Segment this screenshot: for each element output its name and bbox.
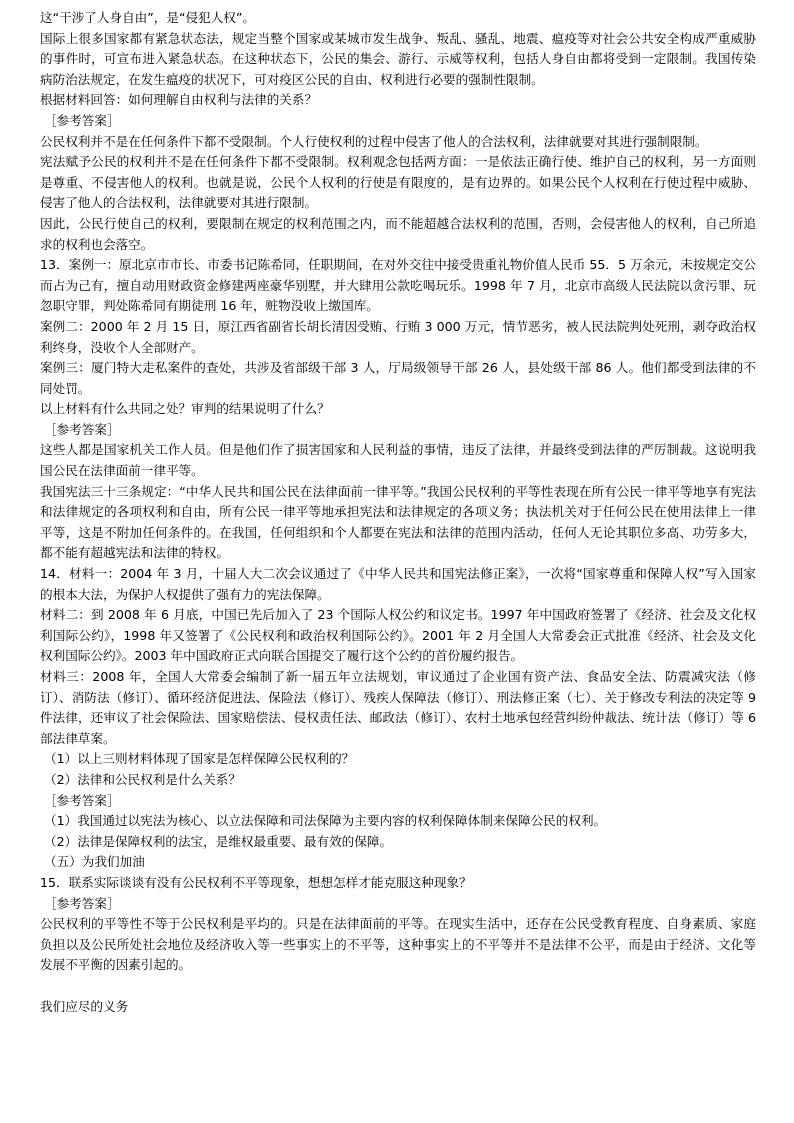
question-12: 根据材料回答：如何理解自由权利与法律的关系？ (40, 92, 318, 108)
answer-paragraph: 因此，公民行使自己的权利，要限制在规定的权利范围之内，而不能超越合法权利的范围，否则，会侵害他人的权利，自己所追求的权利也会落空。 (40, 215, 756, 252)
question-15: 15．联系实际谈谈有没有公民权利不平等现象，想想怎样才能克服这种现象？ (40, 874, 472, 890)
answer-paragraph: 公民权利并不是在任何条件下都不受限制。个人行使权利的过程中侵害了他人的合法权利，法律就要对其进行强制限制。 (40, 133, 708, 149)
answer-paragraph: 这些人都是国家机关工作人员。但是他们作了损害国家和人民利益的事情，违反了法律，并最终受到法律的严厉制裁。这说明我国公民在法律面前一律平等。 (40, 442, 756, 479)
answer-paragraph: 公民权利的平等性不等于公民权利是平均的。只是在法律面前的平等。在现实生活中，还存在公民受教育程度、自身素质、家庭负担以及公民所处社会地位及经济收入等一些事实上的不平等，这种事实上的不平等并不是法律不公平，而是由于经济、文化等发展不平衡的因素引起的。 (40, 916, 756, 973)
answer-paragraph: 我国宪法三十三条规定：“中华人民共和国公民在法律面前一律平等。”我国公民权利的平等性表现在所有公民一律平等地享有宪法和法律规定的各项权利和自由，所有公民一律平等地承担宪法和法律规定的各项义务；执法机关对于任何公民在使用法律上一律平等，这是不附加任何条件的。在我国，任何组织和个人都要在宪法和法律的范围内活动，任何人无论其职位多高、功劳多大，都不能有超越宪法和法律的特权。 (40, 483, 756, 561)
paragraph-continuation: 这“干涉了人身自由”，是“侵犯人权”。 (40, 10, 256, 25)
sub-question-1: （1）以上三则材料体现了国家是怎样保障公民权利的？ (44, 751, 355, 767)
answer-label: ［参考答案］ (44, 112, 120, 128)
case-one-paragraph: 13．案例一：原北京市市长、市委书记陈希同，任职期间，在对外交往中接受贵重礼物价值人民币 55．5 万余元，未按规定交公而占为己有，擅自动用财政资金修建两座豪华别墅，并大肆用公款吃喝玩乐。1998 年 7 月，北京市高级人民法院以贪污罪、玩忽职守罪，判处陈希同有期徒刑 16 年，赃物没收上缴国库。 (40, 257, 756, 314)
section-heading: （五）为我们加油 (44, 854, 145, 870)
paragraph-emergency-law: 国际上很多国家都有紧急状态法，规定当整个国家或某城市发生战争、叛乱、骚乱、地震、瘟疫等对社会公共安全构成严重威胁的事件时，可宣布进入紧急状态。在这种状态下，公民的集会、游行、示威等权利，包括人身自由都将受到一定限制。我国传染病防治法规定，在发生瘟疫的状况下，可对疫区公民的自由、权利进行必要的强制性限制。 (40, 30, 756, 87)
answer-label: ［参考答案］ (44, 792, 120, 808)
material-one-paragraph: 14．材料一：2004 年 3 月，十届人大二次会议通过了《中华人民共和国宪法修正案》，一次将“国家尊重和保障人权”写入国家的根本大法，为保护人权提供了强有力的宪法保障。 (40, 566, 756, 602)
material-three-paragraph: 材料三：2008 年，全国人大常委会编制了新一届五年立法规划，审议通过了企业国有资产法、食品安全法、防震减灾法（修订）、消防法（修订）、循环经济促进法、保险法（修订）、残疾人保障法（修订）、刑法修正案（七）、关于修改专利法的决定等 9 件法律，还审议了社会保险法、国家赔偿法、侵权责任法、邮政法（修订）、农村土地承包经营纠纷仲裁法、统计法（修订）等 6 部法律草案。 (40, 669, 756, 746)
answer-paragraph: 宪法赋予公民的权利并不是在任何条件下都不受限制。权利观念包括两方面：一是依法正确行使、维护自己的权利，另一方面则是尊重、不侵害他人的权利。也就是说，公民个人权利的行使是有限度的，是有边界的。如果公民个人权利在行使过程中威胁、侵害了他人的合法权利，法律就要对其进行限制。 (40, 154, 756, 211)
sub-question-2: （2）法律和公民权利是什么关系？ (44, 771, 241, 787)
case-three-paragraph: 案例三：厦门特大走私案件的查处，共涉及省部级干部 3 人，厅局级领导干部 26 人，县处级干部 86 人。他们都受到法律的不同处罚。 (40, 360, 756, 396)
document-page (40, 8, 756, 1017)
answer-item-1: （1）我国通过以宪法为核心、以立法保障和司法保障为主要内容的权利保障体制来保障公民的权利。 (44, 813, 607, 829)
blank-line (40, 976, 756, 997)
case-two-paragraph: 案例二：2000 年 2 月 15 日，原江西省副省长胡长清因受贿、行贿 3 000 万元，情节恶劣，被人民法院判处死刑，剥夺政治权利终身，没收个人全部财产。 (40, 318, 756, 355)
answer-label: ［参考答案］ (44, 421, 120, 437)
material-two-paragraph: 材料二：到 2008 年 6 月底，中国已先后加入了 23 个国际人权公约和议定书。1997 年中国政府签署了《经济、社会及文化权利国际公约》，1998 年又签署了《公民权利和政治权利国际公约》。2001 年 2 月全国人大常委会正式批准《经济、社会及文化权利国际公约》。2003 年中国政府正式向联合国提交了履行这个公约的首份履约报告。 (40, 607, 756, 664)
answer-label: ［参考答案］ (44, 895, 120, 911)
question-13: 以上材料有什么共同之处？审判的结果说明了什么？ (40, 401, 330, 417)
next-section-title: 我们应尽的义务 (40, 998, 129, 1014)
answer-item-2: （2）法律是保障权利的法宝，是维权最重要、最有效的保障。 (44, 833, 393, 849)
